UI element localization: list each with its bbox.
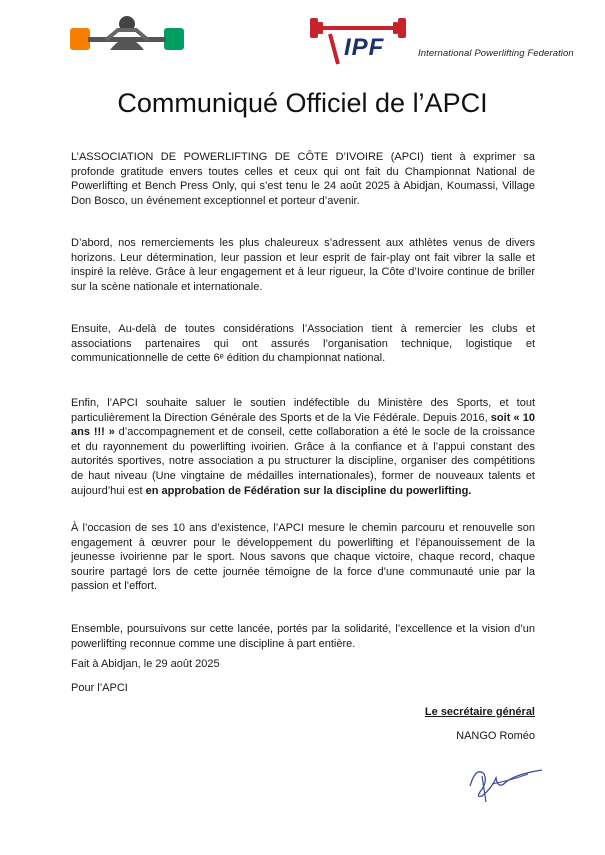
for-apci: Pour l’APCI [71,682,128,694]
paragraph-clubs: Ensuite, Au-delà de toutes considérations l’Association tient à remercier les clubs et associations partenaires qui ont assurés l’organisation technique, logistique et communicationnelle de cette 6ᵉ édition du championnat national. [71,323,535,365]
paragraph-conclusion: Ensemble, poursuivons sur cette lancée, portés par la solidarité, l’excellence et la vision d’un powerlifting reconnue comme une discipline à part entière. [71,623,535,650]
paragraph-gratitude: L’ASSOCIATION DE POWERLIFTING DE CÔTE D’IVOIRE (APCI) tient à exprimer sa profonde gratitude envers toutes celles et ceux qui ont fait du Championnat National de Powerlifting et Bench Press Only, qui s’est tenu le 24 août 2025 à Abidjan, Koumassi, Village Don Bosco, un événement exceptionnel et porteur d’avenir. [71,151,535,207]
ipf-org-name: International Powerlifting Federation [418,48,574,59]
ministry-text-2: d’accompagnement et de conseil, cette collaboration a été le socle de la croissance et du rayonnement du powerlifting ivoirien. Grâce à la confiance et à l’appui constant des autorités sportives, notre association a pu structurer la discipline, organiser des compétitions de haut niveau (Une vingtaine de médailles internationales), former de nouveaux talents et aujourd’hui est [71,426,535,497]
paragraph-ministry [71,396,535,498]
paragraph-athletes: D’abord, nos remerciements les plus chaleureux s’adressent aux athlètes venus de divers horizons. Leur détermination, leur passion et leur esprit de fair-play ont fait vibrer la salle et inspiré la relève. Grâce à leur engagement et à leur rigueur, la Côte d’Ivoire continue de briller sur la scène nationale et internationale. [71,237,535,293]
paragraph-anniversary: À l’occasion de ses 10 ans d’existence, l’APCI mesure le chemin parcouru et renouvelle son engagement à œuvrer pour le développement du powerlifting et l’épanouissement de la jeunesse ivoirienne par le sport. Nous savons que chaque victoire, chaque record, chaque sourire partagé lors de cette journée témoigne de la force d’une communauté unie par la passion et l’effort. [71,522,535,593]
apci-logo [68,10,186,58]
ministry-highlight-federation: en approbation de Fédération sur la discipline du powerlifting. [145,484,472,497]
document-title: Communiqué Officiel de l’APCI [117,88,488,118]
ipf-letters: IPF [344,34,385,61]
ministry-highlight-10-years: soit « 10 ans !!! » [71,411,535,439]
ministry-text-1: Enfin, l’APCI souhaite saluer le soutien indéfectible du Ministère des Sports, et tout particulièrement la Direction Générale des Sports et de la Vie Fédérale. Depuis 2016, [71,397,535,424]
signatory-name: NANGO Roméo [456,730,535,742]
handwritten-signature [462,760,546,804]
ipf-logo [308,12,574,68]
signatory-title: Le secrétaire général [424,706,535,718]
place-date: Fait à Abidjan, le 29 août 2025 [71,658,220,670]
